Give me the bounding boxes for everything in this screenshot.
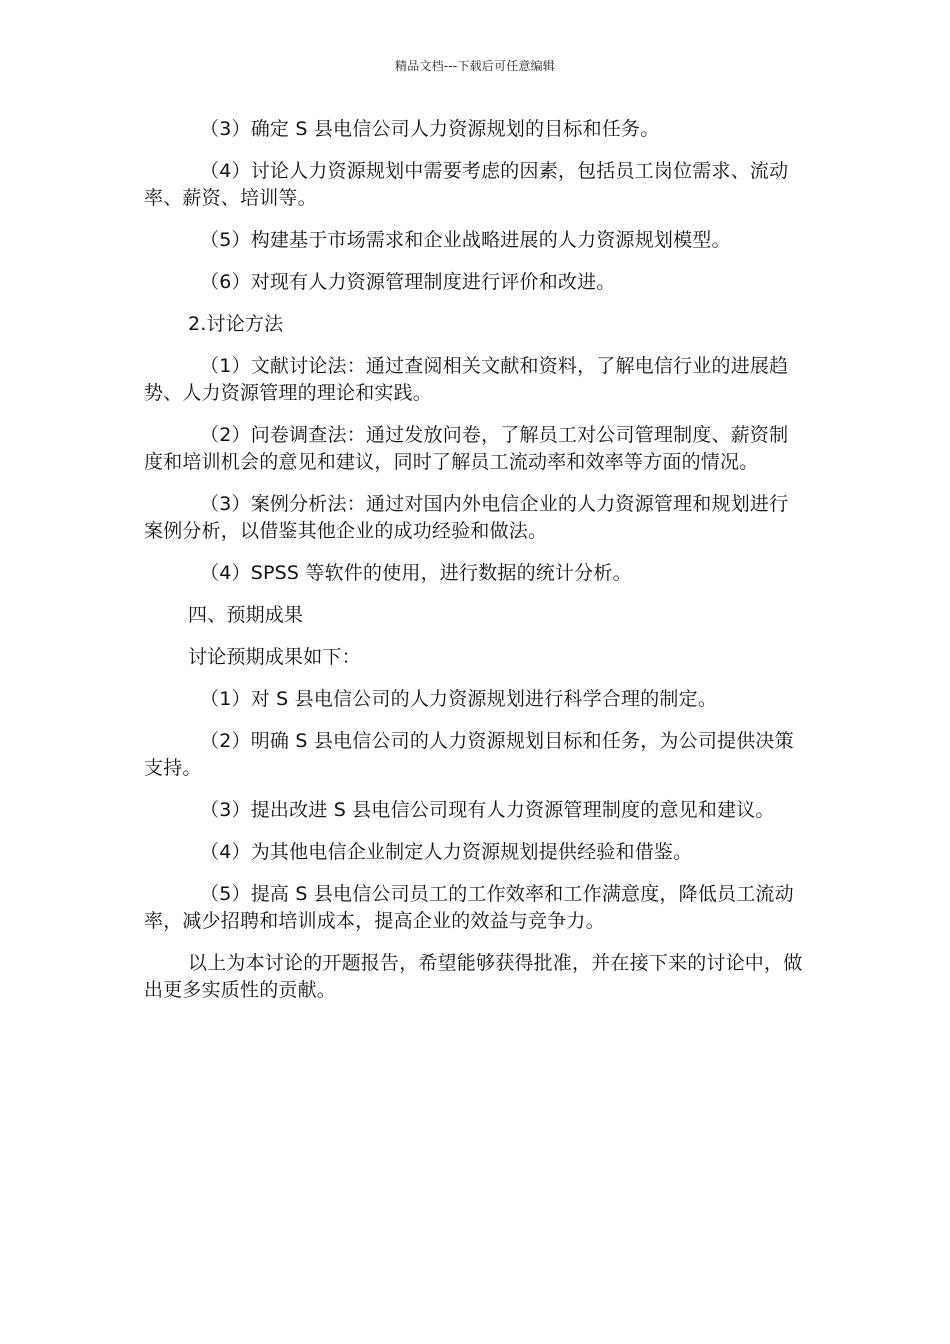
paragraph-method-4: （4）SPSS 等软件的使用，进行数据的统计分析。: [200, 562, 632, 584]
paragraph-outcome-4: （4）为其他电信企业制定人力资源规划提供经验和借鉴。: [200, 841, 693, 863]
paragraph-goal-4: （4）讨论人力资源规划中需要考虑的因素，包括员工岗位需求、流动率、薪资、培训等。: [144, 160, 789, 209]
paragraph-goal-6: （6）对现有人力资源管理制度进行评价和改进。: [200, 271, 616, 293]
section-heading-outcomes: 四、预期成果: [188, 604, 304, 626]
paragraph-outcome-1: （1）对 S 县电信公司的人力资源规划进行科学合理的制定。: [200, 688, 718, 710]
paragraph-outcomes-intro: 讨论预期成果如下：: [188, 646, 361, 668]
paragraph-goal-3: （3）确定 S 县电信公司人力资源规划的目标和任务。: [200, 118, 660, 140]
paragraph-outcome-5: （5）提高 S 县电信公司员工的工作效率和工作满意度，降低员工流动率，减少招聘和培训成本，提高企业的效益与竞争力。: [144, 883, 794, 932]
paragraph-method-3: （3）案例分析法：通过对国内外电信企业的人力资源管理和规划进行案例分析，以借鉴其他企业的成功经验和做法。: [144, 493, 789, 542]
section-heading-methods: 2.讨论方法: [188, 313, 284, 335]
paragraph-outcome-2: （2）明确 S 县电信公司的人力资源规划目标和任务，为公司提供决策支持。: [144, 730, 794, 779]
paragraph-outcome-3: （3）提出改进 S 县电信公司现有人力资源管理制度的意见和建议。: [200, 799, 775, 821]
paragraph-conclusion: 以上为本讨论的开题报告，希望能够获得批准，并在接下来的讨论中，做出更多实质性的贡献。: [144, 952, 803, 1001]
paragraph-goal-5: （5）构建基于市场需求和企业战略进展的人力资源规划模型。: [200, 229, 731, 251]
paragraph-method-1: （1）文献讨论法：通过查阅相关文献和资料，了解电信行业的进展趋势、人力资源管理的理论和实践。: [144, 355, 789, 404]
page-header: 精品文档---下载后可任意编辑: [395, 59, 555, 73]
paragraph-method-2: （2）问卷调查法：通过发放问卷，了解员工对公司管理制度、薪资制度和培训机会的意见和建议，同时了解员工流动率和效率等方面的情况。: [144, 424, 789, 473]
document-body: [144, 116, 806, 1019]
